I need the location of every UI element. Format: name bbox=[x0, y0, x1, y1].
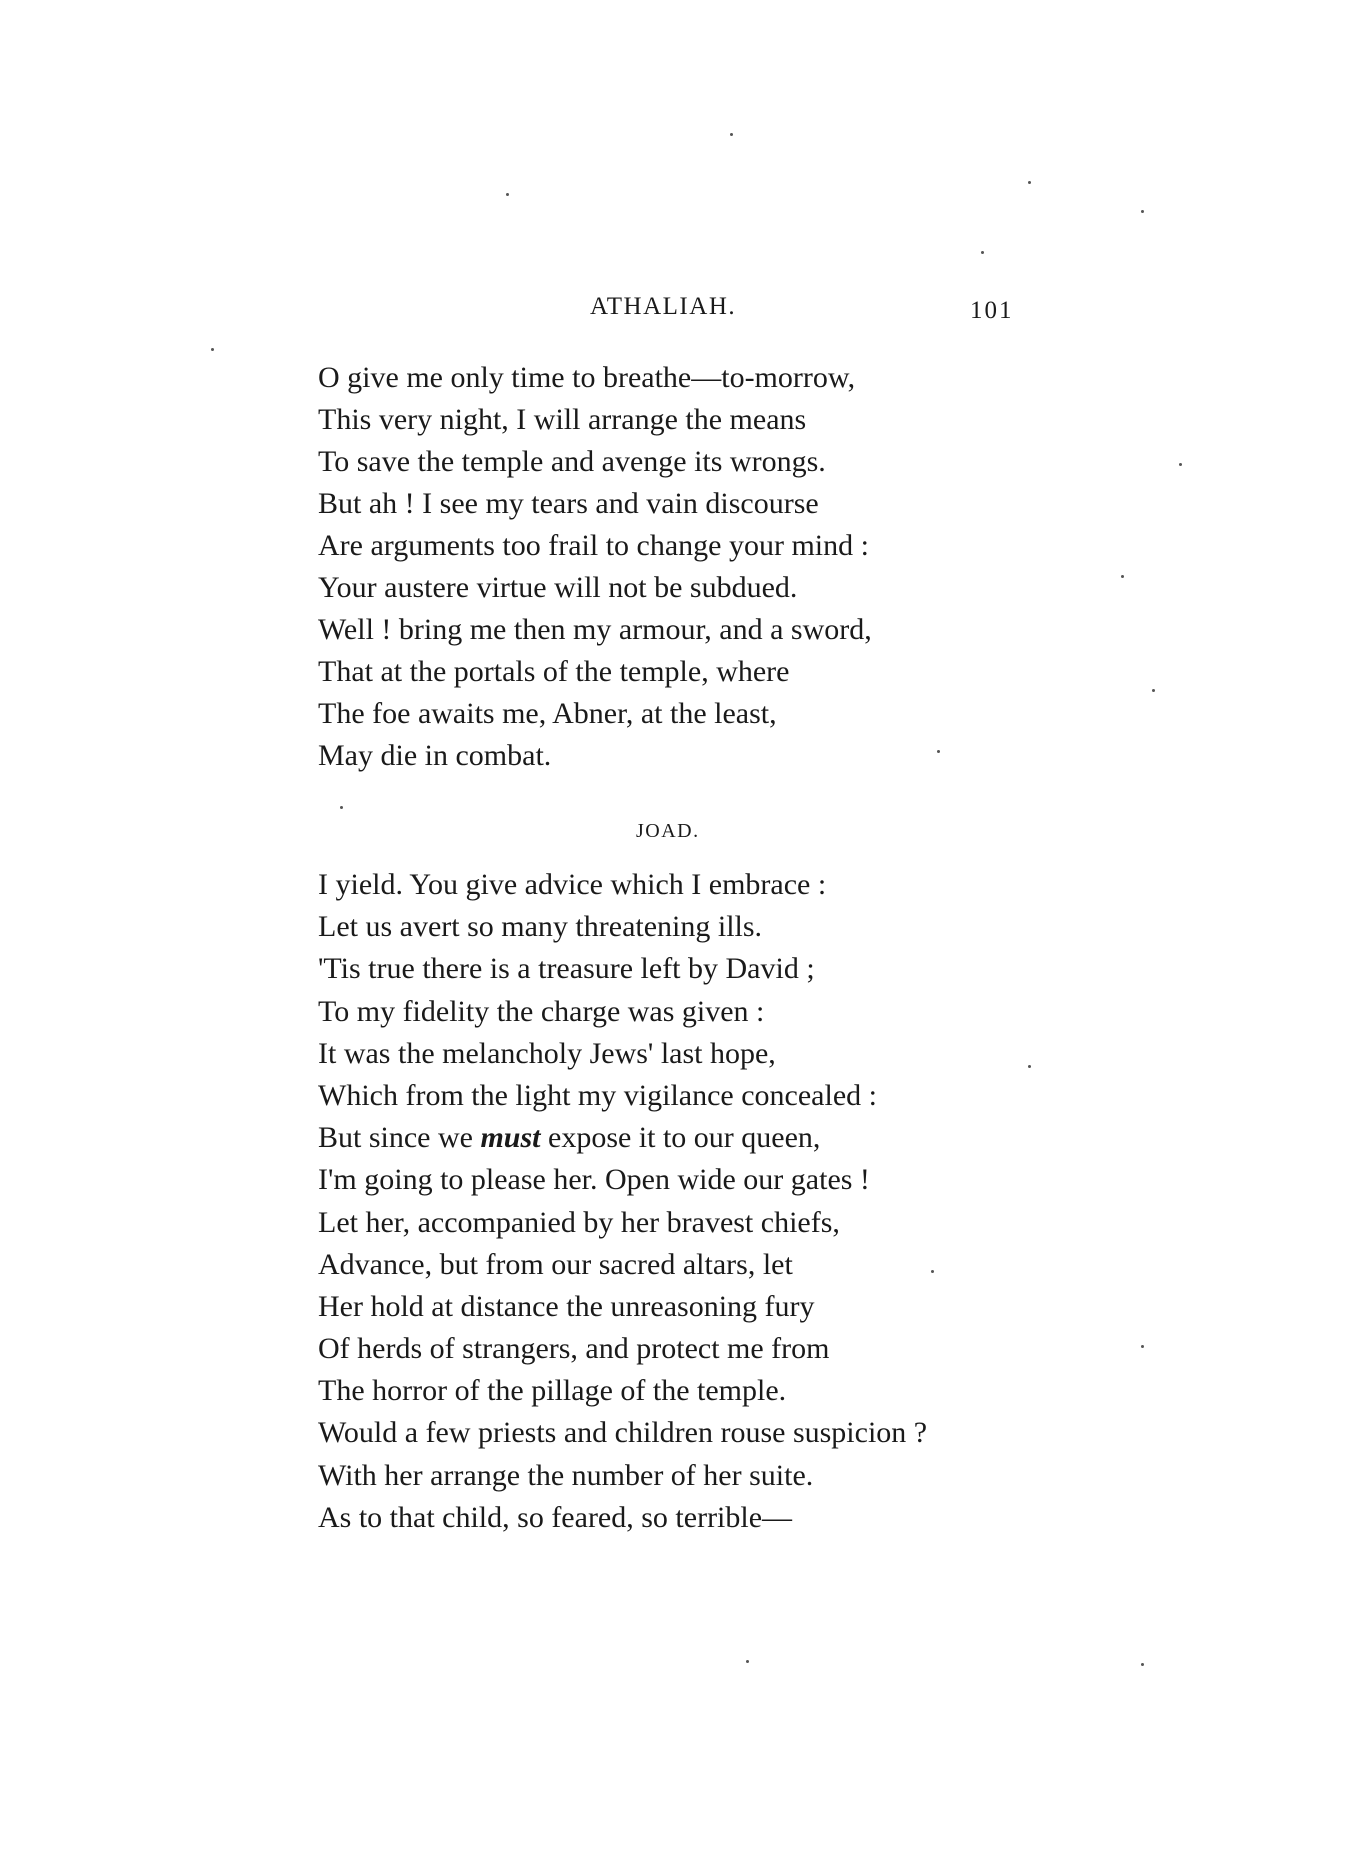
verse-line: The foe awaits me, Abner, at the least, bbox=[318, 697, 777, 730]
verse-line: To save the temple and avenge its wrongs. bbox=[318, 445, 826, 478]
verse-line: It was the melancholy Jews' last hope, bbox=[318, 1036, 776, 1070]
verse-line-emphasis bbox=[318, 1117, 927, 1159]
verse-line: As to that child, so feared, so terrible— bbox=[318, 1500, 793, 1534]
verse-line: The horror of the pillage of the temple. bbox=[318, 1374, 787, 1408]
verse-text: expose it to our queen, bbox=[540, 1121, 821, 1155]
emphasized-word: must bbox=[480, 1121, 541, 1155]
verse-line: O give me only time to breathe—to-morrow, bbox=[318, 361, 856, 394]
scan-speck bbox=[746, 1660, 749, 1663]
scan-speck bbox=[1141, 210, 1144, 213]
verse-line: Of herds of strangers, and protect me from bbox=[318, 1332, 830, 1366]
verse-line: Let her, accompanied by her bravest chiefs, bbox=[318, 1205, 840, 1239]
scan-speck bbox=[1028, 181, 1031, 184]
scan-speck bbox=[1141, 1663, 1144, 1666]
verse-text: But since we bbox=[318, 1121, 481, 1155]
scan-speck bbox=[506, 193, 509, 196]
page-number: 101 bbox=[970, 297, 1014, 324]
scan-speck bbox=[1179, 463, 1182, 466]
verse-line: This very night, I will arrange the means bbox=[318, 403, 807, 436]
verse-line: May die in combat. bbox=[318, 739, 552, 772]
verse-line: Her hold at distance the unreasoning fury bbox=[318, 1289, 815, 1323]
speaker-heading: JOAD. bbox=[636, 820, 700, 842]
scan-speck bbox=[1141, 1345, 1144, 1348]
scan-speck bbox=[730, 133, 733, 136]
scan-speck bbox=[1121, 575, 1124, 578]
verse-line: I'm going to please her. Open wide our gates ! bbox=[318, 1163, 870, 1197]
verse-line: Advance, but from our sacred altars, let bbox=[318, 1247, 793, 1281]
scan-speck bbox=[981, 251, 984, 254]
verse-line: But ah ! I see my tears and vain discourse bbox=[318, 487, 819, 520]
scan-speck bbox=[211, 348, 214, 351]
scan-speck bbox=[1028, 1065, 1031, 1068]
verse-line: Are arguments too frail to change your mind : bbox=[318, 529, 869, 562]
scan-speck bbox=[937, 750, 940, 753]
scan-speck bbox=[340, 806, 343, 809]
scan-speck bbox=[931, 1270, 934, 1273]
verse-line: Well ! bring me then my armour, and a sword, bbox=[318, 613, 872, 646]
scan-speck bbox=[1152, 689, 1155, 692]
verse-line: To my fidelity the charge was given : bbox=[318, 994, 765, 1028]
running-title: ATHALIAH. bbox=[590, 293, 737, 320]
verse-line: Your austere virtue will not be subdued. bbox=[318, 571, 798, 604]
verse-line: With her arrange the number of her suite. bbox=[318, 1458, 814, 1492]
verse-line: 'Tis true there is a treasure left by David ; bbox=[318, 952, 815, 986]
verse-line: Would a few priests and children rouse suspicion ? bbox=[318, 1416, 928, 1450]
verse-line: That at the portals of the temple, where bbox=[318, 655, 790, 688]
verse-stanza-joad bbox=[318, 864, 927, 1539]
verse-line: Which from the light my vigilance concealed : bbox=[318, 1078, 877, 1112]
verse-line: Let us avert so many threatening ills. bbox=[318, 910, 763, 944]
verse-line: I yield. You give advice which I embrace : bbox=[318, 868, 827, 901]
verse-stanza-abner bbox=[318, 357, 872, 777]
